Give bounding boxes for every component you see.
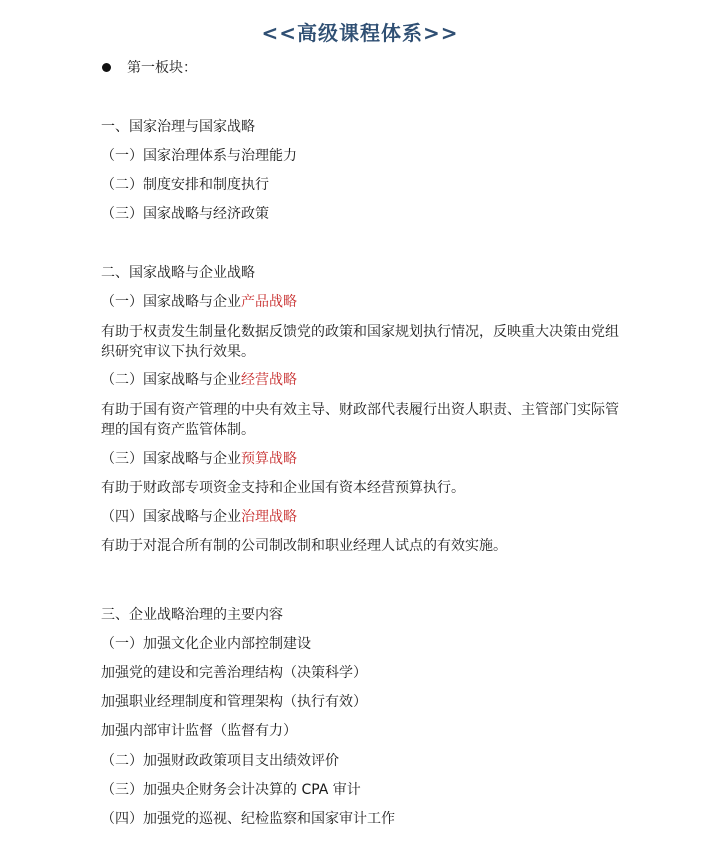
section3-line: （三）加强央企财务会计决算的 CPA 审计	[101, 782, 361, 798]
bullet-icon	[102, 63, 111, 72]
section3-line: 加强内部审计监督（监督有力）	[101, 723, 297, 739]
section-heading-2: 二、国家战略与企业战略	[101, 265, 255, 281]
strategy-item-title	[101, 507, 297, 527]
strategy-highlight: 产品战略	[241, 294, 297, 310]
strategy-item-prefix: （一）国家战略与企业	[101, 294, 241, 310]
section3-line: 加强职业经理制度和管理架构（执行有效）	[101, 694, 367, 710]
block-label: 第一板块：	[127, 60, 197, 76]
strategy-item-prefix: （二）国家战略与企业	[101, 372, 241, 388]
strategy-item-prefix: （三）国家战略与企业	[101, 451, 241, 467]
strategy-item-title	[101, 370, 297, 390]
strategy-item-desc: 有助于对混合所有制的公司制改制和职业经理人试点的有效实施。	[101, 538, 507, 554]
strategy-item-prefix: （四）国家战略与企业	[101, 509, 241, 525]
section3-line: （四）加强党的巡视、纪检监察和国家审计工作	[101, 811, 395, 827]
section3-line: （二）加强财政政策项目支出绩效评价	[101, 753, 339, 769]
strategy-item-title	[101, 292, 297, 312]
page-title: <<高级课程体系>>	[261, 21, 459, 45]
strategy-highlight: 治理战略	[241, 509, 297, 525]
section1-item: （一）国家治理体系与治理能力	[101, 148, 297, 164]
section1-item: （二）制度安排和制度执行	[101, 177, 269, 193]
strategy-item-desc: 有助于国有资产管理的中央有效主导、财政部代表履行出资人职责、主管部门实际管理的国有资产监管体制。	[101, 402, 619, 438]
section-heading-1: 一、国家治理与国家战略	[101, 119, 255, 135]
strategy-item-desc: 有助于财政部专项资金支持和企业国有资本经营预算执行。	[101, 480, 465, 496]
strategy-item-title	[101, 449, 297, 469]
strategy-item-desc: 有助于权责发生制量化数据反馈党的政策和国家规划执行情况，反映重大决策由党组织研究审议下执行效果。	[101, 324, 619, 360]
section3-line: 加强党的建设和完善治理结构（决策科学）	[101, 665, 367, 681]
strategy-highlight: 预算战略	[241, 451, 297, 467]
section3-line: （一）加强文化企业内部控制建设	[101, 636, 311, 652]
strategy-highlight: 经营战略	[241, 372, 297, 388]
section1-item: （三）国家战略与经济政策	[101, 206, 269, 222]
section-heading-3: 三、企业战略治理的主要内容	[101, 607, 283, 623]
